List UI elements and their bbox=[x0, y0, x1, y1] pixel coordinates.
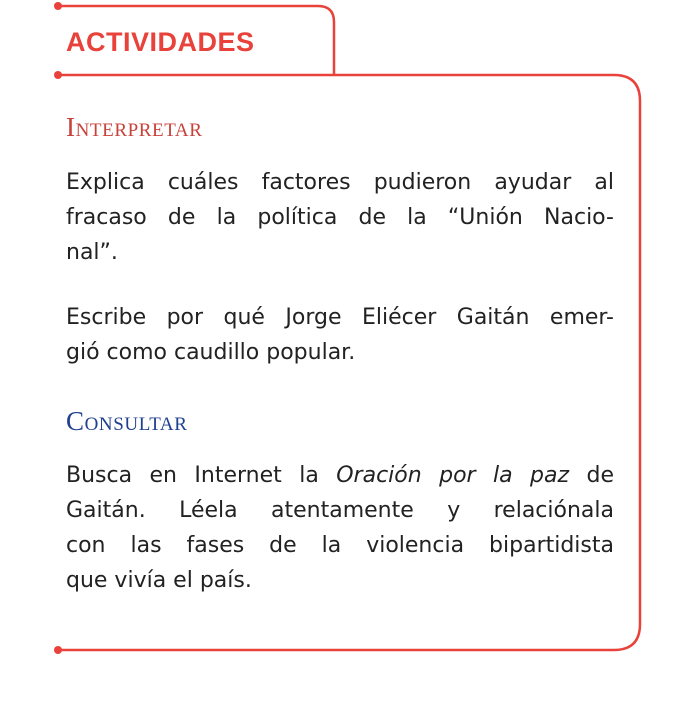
paragraph-line: nal”. bbox=[66, 240, 118, 265]
activity-paragraph bbox=[66, 300, 614, 370]
section-heading-consultar: Consultar bbox=[66, 406, 188, 436]
paragraph-line: que vivía el país. bbox=[66, 568, 252, 593]
line-text: de bbox=[569, 463, 614, 488]
paragraph-line bbox=[66, 458, 614, 493]
activity-paragraph bbox=[66, 458, 614, 598]
paragraph-line: Gaitán. Léela atentamente y relaciónala bbox=[66, 498, 614, 523]
paragraph-line: con las fases de la violencia bipartidista bbox=[66, 533, 614, 558]
paragraph-line: Explica cuáles factores pudieron ayudar al bbox=[66, 170, 614, 195]
paragraph-line: gió como caudillo popular. bbox=[66, 340, 356, 365]
paragraph-line: fracaso de la política de la “Unión Nacio- bbox=[66, 205, 614, 230]
activities-title: ACTIVIDADES bbox=[66, 27, 255, 57]
paragraph-line: Escribe por qué Jorge Eliécer Gaitán emer- bbox=[66, 305, 614, 330]
line-text: Busca en Internet la bbox=[66, 463, 337, 488]
section-heading-interpretar: Interpretar bbox=[66, 112, 203, 142]
activity-paragraph bbox=[66, 165, 614, 270]
italic-title: Oración por la paz bbox=[336, 463, 570, 488]
